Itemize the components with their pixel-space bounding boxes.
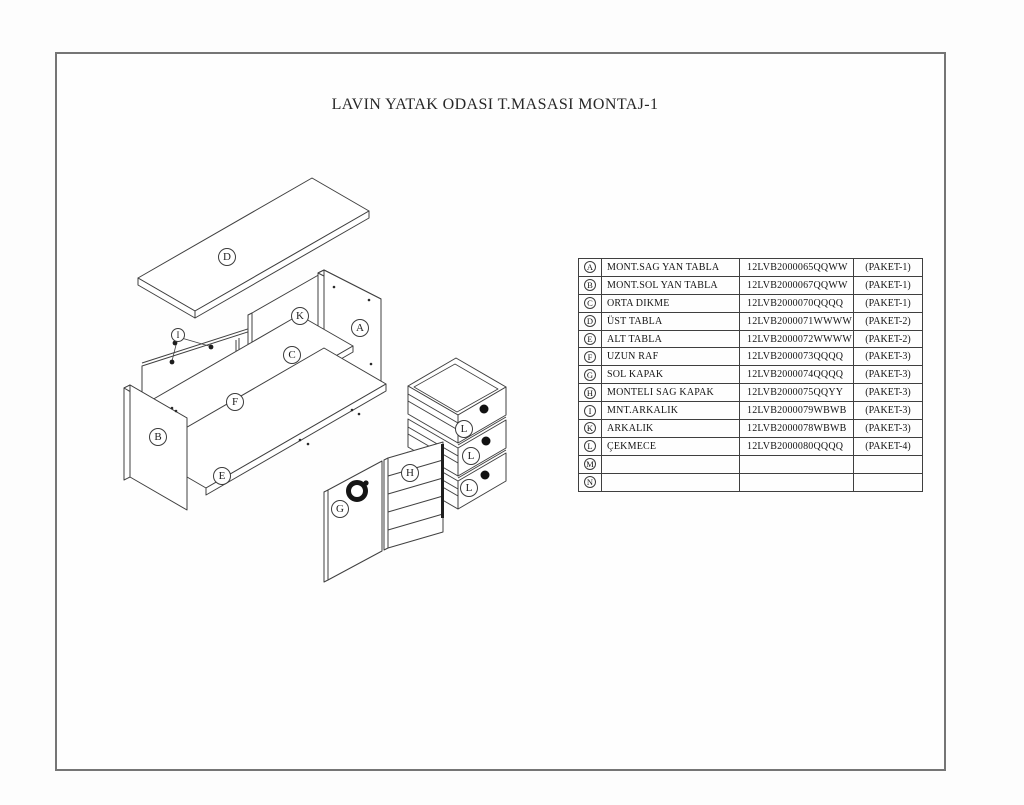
table-row — [579, 294, 923, 312]
table-row — [579, 402, 923, 420]
part-letter-cell — [579, 259, 602, 277]
part-paket-cell: (PAKET-3) — [854, 366, 923, 384]
callout-d: D — [218, 248, 236, 266]
part-paket-cell: (PAKET-4) — [854, 437, 923, 455]
table-row — [579, 259, 923, 277]
part-code-cell: 12LVB2000074QQQQ — [740, 366, 854, 384]
part-code-cell: 12LVB2000071WWWW — [740, 312, 854, 330]
part-code-cell: 12LVB2000072WWWW — [740, 330, 854, 348]
knob-icon — [482, 437, 491, 446]
callout-b: B — [149, 428, 167, 446]
part-paket-cell: (PAKET-1) — [854, 259, 923, 277]
part-paket-cell: (PAKET-3) — [854, 384, 923, 402]
part-code-cell — [740, 455, 854, 473]
part-letter-badge: K — [584, 422, 596, 434]
part-code-cell — [740, 473, 854, 491]
part-name-cell: ÇEKMECE — [602, 437, 740, 455]
part-letter-cell — [579, 348, 602, 366]
part-name-cell: UZUN RAF — [602, 348, 740, 366]
callout-a: A — [351, 319, 369, 337]
part-letter-cell — [579, 276, 602, 294]
part-paket-cell: (PAKET-2) — [854, 312, 923, 330]
part-paket-cell: (PAKET-1) — [854, 294, 923, 312]
part-letter-cell — [579, 402, 602, 420]
part-name-cell: MONTELI SAG KAPAK — [602, 384, 740, 402]
part-letter-badge: E — [584, 333, 596, 345]
part-letter-cell — [579, 330, 602, 348]
table-row — [579, 420, 923, 438]
table-row — [579, 473, 923, 491]
table-row — [579, 330, 923, 348]
part-name-cell — [602, 455, 740, 473]
table-row — [579, 384, 923, 402]
callout-c: C — [283, 346, 301, 364]
part-letter-cell — [579, 455, 602, 473]
part-paket-cell: (PAKET-3) — [854, 420, 923, 438]
table-row — [579, 437, 923, 455]
part-paket-cell — [854, 455, 923, 473]
part-letter-badge: M — [584, 458, 596, 470]
part-code-cell: 12LVB2000075QQYY — [740, 384, 854, 402]
part-name-cell: MONT.SOL YAN TABLA — [602, 276, 740, 294]
part-letter-badge: I — [584, 405, 596, 417]
callout-e: E — [213, 467, 231, 485]
part-letter-badge: C — [584, 297, 596, 309]
part-name-cell: ARKALIK — [602, 420, 740, 438]
door-panel-g — [324, 461, 382, 582]
part-letter-badge: G — [584, 369, 596, 381]
callout-h: H — [401, 464, 419, 482]
part-code-cell: 12LVB2000079WBWB — [740, 402, 854, 420]
callout-k: K — [291, 307, 309, 325]
part-name-cell: ORTA DIKME — [602, 294, 740, 312]
part-name-cell — [602, 473, 740, 491]
table-row — [579, 312, 923, 330]
part-letter-cell — [579, 384, 602, 402]
part-letter-badge: H — [584, 387, 596, 399]
part-code-cell: 12LVB2000080QQQQ — [740, 437, 854, 455]
part-letter-badge: F — [584, 351, 596, 363]
part-letter-cell — [579, 437, 602, 455]
callout-f: F — [226, 393, 244, 411]
part-letter-badge: A — [584, 261, 596, 273]
part-name-cell: SOL KAPAK — [602, 366, 740, 384]
part-name-cell: MNT.ARKALIK — [602, 402, 740, 420]
table-row — [579, 366, 923, 384]
part-paket-cell: (PAKET-2) — [854, 330, 923, 348]
part-letter-cell — [579, 294, 602, 312]
callout-g: G — [331, 500, 349, 518]
part-code-cell: 12LVB2000065QQWW — [740, 259, 854, 277]
part-letter-badge: L — [584, 440, 596, 452]
parts-table — [578, 258, 923, 492]
part-code-cell: 12LVB2000070QQQQ — [740, 294, 854, 312]
door-panel-h — [384, 442, 443, 550]
part-name-cell: MONT.SAG YAN TABLA — [602, 259, 740, 277]
part-letter-cell — [579, 473, 602, 491]
part-letter-cell — [579, 312, 602, 330]
callout-l3: L — [460, 479, 478, 497]
part-letter-cell — [579, 366, 602, 384]
callout-l1: L — [455, 420, 473, 438]
part-letter-badge: D — [584, 315, 596, 327]
part-letter-cell — [579, 420, 602, 438]
callout-l2: L — [462, 447, 480, 465]
knob-icon — [481, 471, 490, 480]
part-name-cell: ÜST TABLA — [602, 312, 740, 330]
part-letter-badge: N — [584, 476, 596, 488]
callout-i: I — [171, 328, 185, 342]
part-paket-cell — [854, 473, 923, 491]
part-code-cell: 12LVB2000067QQWW — [740, 276, 854, 294]
part-code-cell: 12LVB2000073QQQQ — [740, 348, 854, 366]
table-row — [579, 455, 923, 473]
part-code-cell: 12LVB2000078WBWB — [740, 420, 854, 438]
part-letter-badge: B — [584, 279, 596, 291]
part-paket-cell: (PAKET-3) — [854, 348, 923, 366]
part-name-cell: ALT TABLA — [602, 330, 740, 348]
part-paket-cell: (PAKET-3) — [854, 402, 923, 420]
table-row — [579, 348, 923, 366]
table-row — [579, 276, 923, 294]
knob-icon — [480, 405, 489, 414]
page-title: LAVIN YATAK ODASI T.MASASI MONTAJ-1 — [331, 96, 659, 113]
part-paket-cell: (PAKET-1) — [854, 276, 923, 294]
